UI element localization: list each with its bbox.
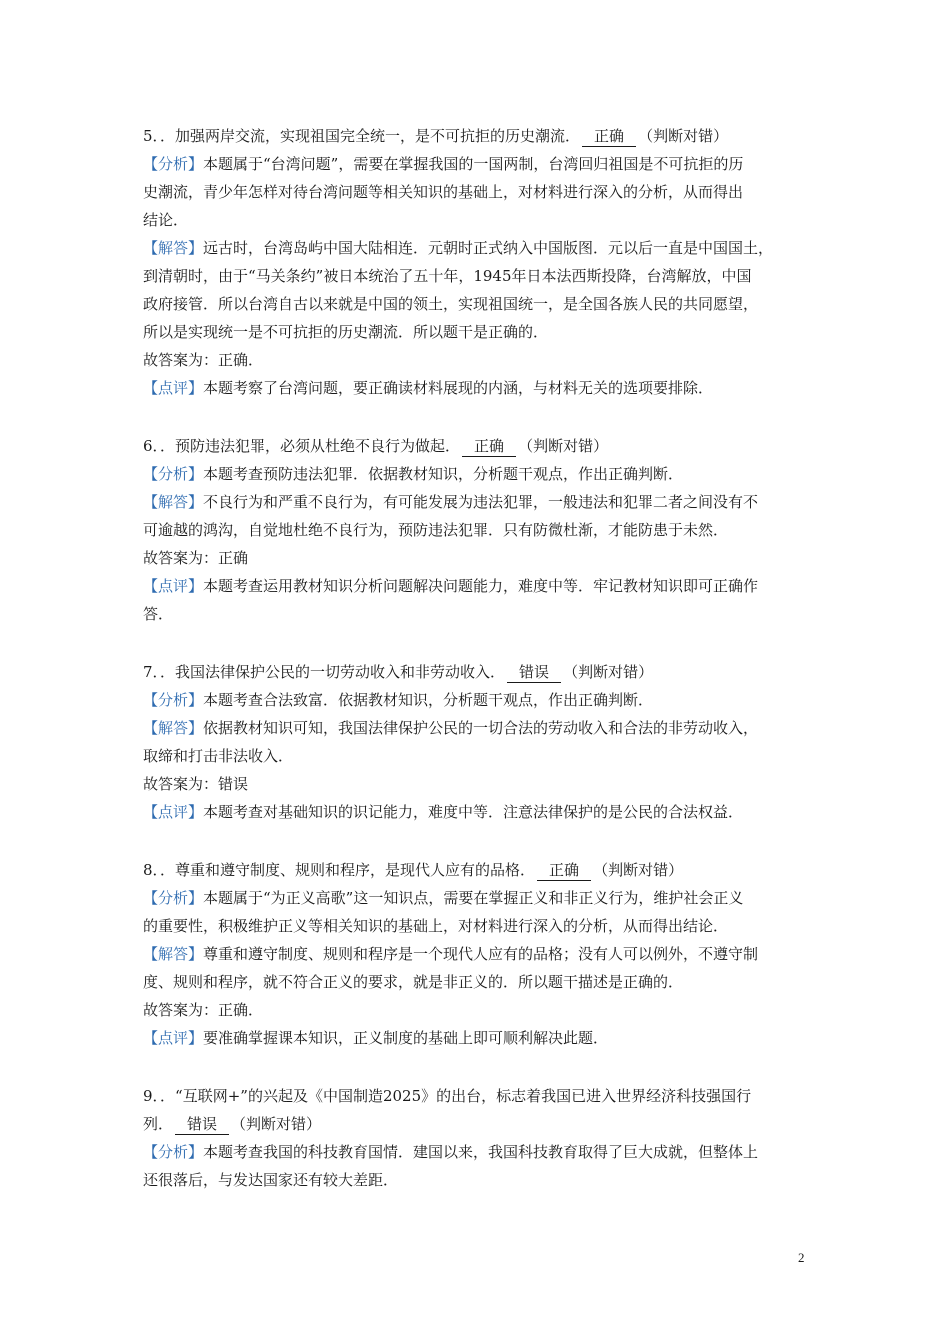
comment-line: 【点评】本题考查运用教材知识分析问题解决问题能力，难度中等．牢记教材知识即可正确作 (143, 577, 759, 595)
comment-line: 【点评】本题考察了台湾问题，要正确读材料展现的内涵，与材料无关的选项要排除． (143, 379, 714, 397)
comment-label: 【点评】 (143, 803, 204, 821)
final-answer: 故答案为：正确 (143, 549, 249, 567)
solution-line: 【解答】尊重和遵守制度、规则和程序是一个现代人应有的品格；没有人可以例外，不遵守制 (143, 945, 759, 963)
solution-line: 政府接管．所以台湾自古以来就是中国的领土，实现祖国统一，是全国各族人民的共同愿望， (143, 295, 759, 313)
answer-blank: 正确 (582, 127, 636, 147)
answer-blank: 错误 (175, 1115, 229, 1135)
question-stem: 5．．加强两岸交流，实现祖国完全统一，是不可抗拒的历史潮流． 正确 （判断对错） (143, 127, 729, 145)
question-stem: 列． 错误 （判断对错） (143, 1115, 322, 1133)
analysis-line: 的重要性，积极维护正义等相关知识的基础上，对材料进行深入的分析，从而得出结论． (143, 917, 729, 935)
comment-label: 【点评】 (143, 1029, 204, 1047)
analysis-line: 【分析】本题考查我国的科技教育国情．建国以来，我国科技教育取得了巨大成就，但整体上 (143, 1143, 759, 1161)
solution-label: 【解答】 (143, 719, 204, 737)
solution-line: 到清朝时，由于“马关条约”被日本统治了五十年，1945年日本法西斯投降，台湾解放，中国 (143, 267, 752, 285)
solution-line: 【解答】不良行为和严重不良行为，有可能发展为违法犯罪，一般违法和犯罪二者之间没有不 (143, 493, 759, 511)
solution-line: 取缔和打击非法收入． (143, 747, 294, 765)
comment-label: 【点评】 (143, 577, 204, 595)
answer-blank: 正确 (462, 437, 516, 457)
document-page (143, 122, 813, 1224)
analysis-label: 【分析】 (143, 155, 204, 173)
question-7 (143, 658, 813, 826)
solution-line: 度、规则和程序，就不符合正义的要求，就是非正义的．所以题干描述是正确的． (143, 973, 684, 991)
question-5 (143, 122, 813, 402)
comment-line: 答． (143, 605, 174, 623)
solution-label: 【解答】 (143, 945, 204, 963)
analysis-line: 【分析】本题考查预防违法犯罪．依据教材知识，分析题干观点，作出正确判断． (143, 465, 684, 483)
final-answer: 故答案为：错误 (143, 775, 249, 793)
comment-line: 【点评】本题考查对基础知识的识记能力，难度中等．注意法律保护的是公民的合法权益． (143, 803, 744, 821)
solution-line: 所以是实现统一是不可抗拒的历史潮流．所以题干是正确的． (143, 323, 549, 341)
question-stem: 8．．尊重和遵守制度、规则和程序，是现代人应有的品格． 正确 （判断对错） (143, 861, 684, 879)
answer-blank: 正确 (537, 861, 591, 881)
comment-line: 【点评】要准确掌握课本知识，正义制度的基础上即可顺利解决此题． (143, 1029, 609, 1047)
solution-line: 【解答】远古时，台湾岛屿中国大陆相连．元朝时正式纳入中国版图．元以后一直是中国国土， (143, 239, 774, 257)
question-9 (143, 1082, 813, 1194)
comment-label: 【点评】 (143, 379, 204, 397)
question-stem: 9．．“互联网+”的兴起及《中国制造2025》的出台，标志着我国已进入世界经济科技强国行 (143, 1087, 752, 1105)
solution-label: 【解答】 (143, 493, 204, 511)
analysis-line: 【分析】本题考查合法致富．依据教材知识，分析题干观点，作出正确判断． (143, 691, 654, 709)
final-answer: 故答案为：正确． (143, 351, 264, 369)
analysis-line: 【分析】本题属于“台湾问题”，需要在掌握我国的一国两制，台湾回归祖国是不可抗拒的历 (143, 155, 744, 173)
final-answer: 故答案为：正确． (143, 1001, 264, 1019)
analysis-line: 结论． (143, 211, 189, 229)
page-number: 2 (798, 1250, 805, 1265)
analysis-label: 【分析】 (143, 691, 204, 709)
solution-line: 【解答】依据教材知识可知，我国法律保护公民的一切合法的劳动收入和合法的非劳动收入， (143, 719, 759, 737)
question-8 (143, 856, 813, 1052)
analysis-line: 还很落后，与发达国家还有较大差距． (143, 1171, 399, 1189)
question-6 (143, 432, 813, 628)
solution-line: 可逾越的鸿沟，自觉地杜绝不良行为，预防违法犯罪．只有防微杜渐，才能防患于未然． (143, 521, 729, 539)
question-stem: 6．．预防违法犯罪，必须从杜绝不良行为做起． 正确 （判断对错） (143, 437, 609, 455)
analysis-label: 【分析】 (143, 465, 204, 483)
answer-blank: 错误 (507, 663, 561, 683)
solution-label: 【解答】 (143, 239, 204, 257)
question-stem: 7．．我国法律保护公民的一切劳动收入和非劳动收入． 错误 （判断对错） (143, 663, 654, 681)
analysis-label: 【分析】 (143, 889, 204, 907)
analysis-line: 史潮流，青少年怎样对待台湾问题等相关知识的基础上，对材料进行深入的分析，从而得出 (143, 183, 744, 201)
analysis-line: 【分析】本题属于“为正义高歌”这一知识点，需要在掌握正义和非正义行为，维护社会正义 (143, 889, 744, 907)
analysis-label: 【分析】 (143, 1143, 204, 1161)
